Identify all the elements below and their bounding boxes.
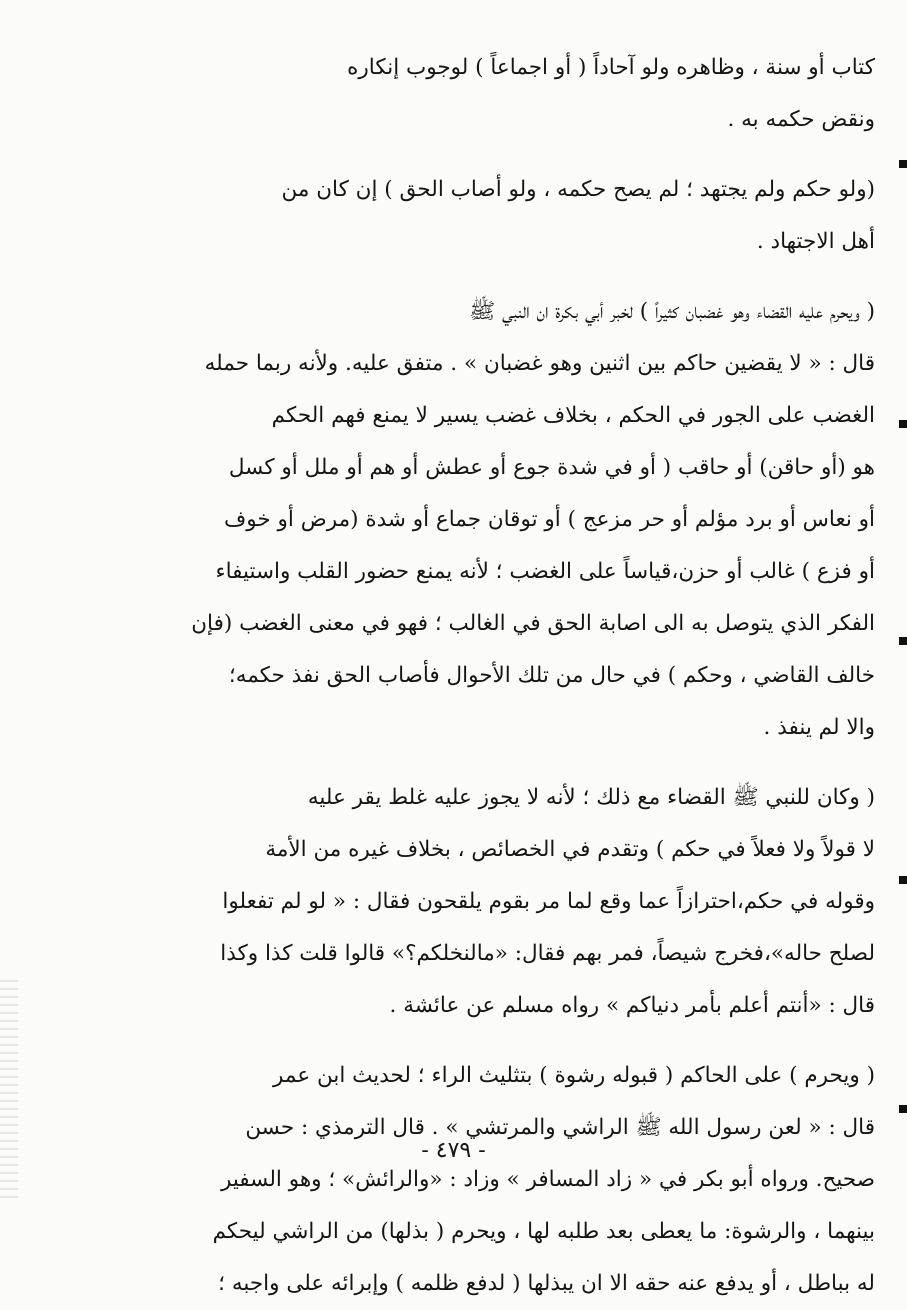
paragraph-1 [115, 42, 875, 146]
text-line: أو نعاس أو برد مؤلم أو حر مزعج ) أو توقان جماع أو شدة (مرض أو خوف [224, 507, 875, 532]
text-line: خالف القاضي ، وحكم ) في حال من تلك الأحوال فأصاب الحق نفذ حكمه؛ [228, 663, 875, 688]
text-line: لا قولاً ولا فعلاً في حكم ) وتقدم في الخصائص ، بخلاف غيره من الأمة [265, 837, 875, 862]
text-line: قال : « لعن رسول الله ﷺ الراشي والمرتشي » . قال الترمذي : حسن [245, 1115, 875, 1140]
text-line: له بباطل ، أو يدفع عنه حقه الا ان يبذلها ( لدفع ظلمه ) وإبرائه على واجبه ؛ [218, 1271, 875, 1296]
margin-mark [899, 637, 907, 645]
text-line: كتاب أو سنة ، وظاهره ولو آحاداً ( أو اجماعاً ) لوجوب إنكاره [347, 55, 875, 80]
text-line: لصلح حاله»،فخرج شيصاً، فمر بهم فقال: «مالنخلكم؟» قالوا قلت كذا وكذا [220, 941, 875, 966]
margin-mark [899, 420, 907, 428]
text-line: صحيح. ورواه أبو بكر في « زاد المسافر » وزاد : «والرائش» ؛ وهو السفير [220, 1167, 875, 1192]
text-line: قال : « لا يقضين حاكم بين اثنين وهو غضبان » . متفق عليه. ولأنه ربما حمله [204, 351, 875, 376]
paragraph-5 [115, 1050, 875, 1310]
page-body-text [115, 42, 875, 1310]
text-line: والا لم ينفذ . [763, 715, 875, 740]
paragraph-3 [115, 286, 875, 754]
margin-mark [899, 876, 907, 884]
margin-mark [899, 1105, 907, 1113]
text-line: ( ويحرم عليه القضاء وهو غضبان كثيراً ) لخبر أبي بكرة ان النبي ﷺ [469, 299, 875, 324]
text-line: الفكر الذي يتوصل به الى اصابة الحق في الغالب ؛ فهو في معنى الغضب (فإن [191, 611, 875, 636]
text-line: ( وكان للنبي ﷺ القضاء مع ذلك ؛ لأنه لا يجوز عليه غلط يقر عليه [307, 785, 875, 810]
text-line: هو (أو حاقن) أو حاقب ( أو في شدة جوع أو عطش أو هم أو ملل أو كسل [228, 455, 875, 480]
text-line: ونقض حكمه به . [727, 107, 875, 132]
paragraph-4 [115, 772, 875, 1032]
text-line: ( ويحرم ) على الحاكم ( قبوله رشوة ) بتثليث الراء ؛ لحديث ابن عمر [273, 1063, 875, 1088]
text-line: أهل الاجتهاد . [756, 229, 875, 254]
text-line: وقوله في حكم،احترازاً عما وقع لما مر بقوم يلقحون فقال : « لو لم تفعلوا [222, 889, 875, 914]
page-number: - ٤٧٩ - [421, 1138, 486, 1163]
margin-mark [899, 160, 907, 168]
text-line: الغضب على الجور في الحكم ، بخلاف غضب يسير لا يمنع فهم الحكم [271, 403, 875, 428]
paragraph-2 [115, 164, 875, 268]
text-line: (ولو حكم ولم يجتهد ؛ لم يصح حكمه ، ولو أصاب الحق ) إن كان من [281, 177, 875, 202]
text-line: بينهما ، والرشوة: ما يعطى بعد طلبه لها ، ويحرم ( بذلها) من الراشي ليحكم [212, 1219, 875, 1244]
text-line: أو فزع ) غالب أو حزن،قياساً على الغضب ؛ لأنه يمنع حضور القلب واستيفاء [215, 559, 875, 584]
scan-edge-noise [0, 980, 18, 1200]
text-line: قال : «أنتم أعلم بأمر دنياكم » رواه مسلم عن عائشة . [389, 993, 875, 1018]
